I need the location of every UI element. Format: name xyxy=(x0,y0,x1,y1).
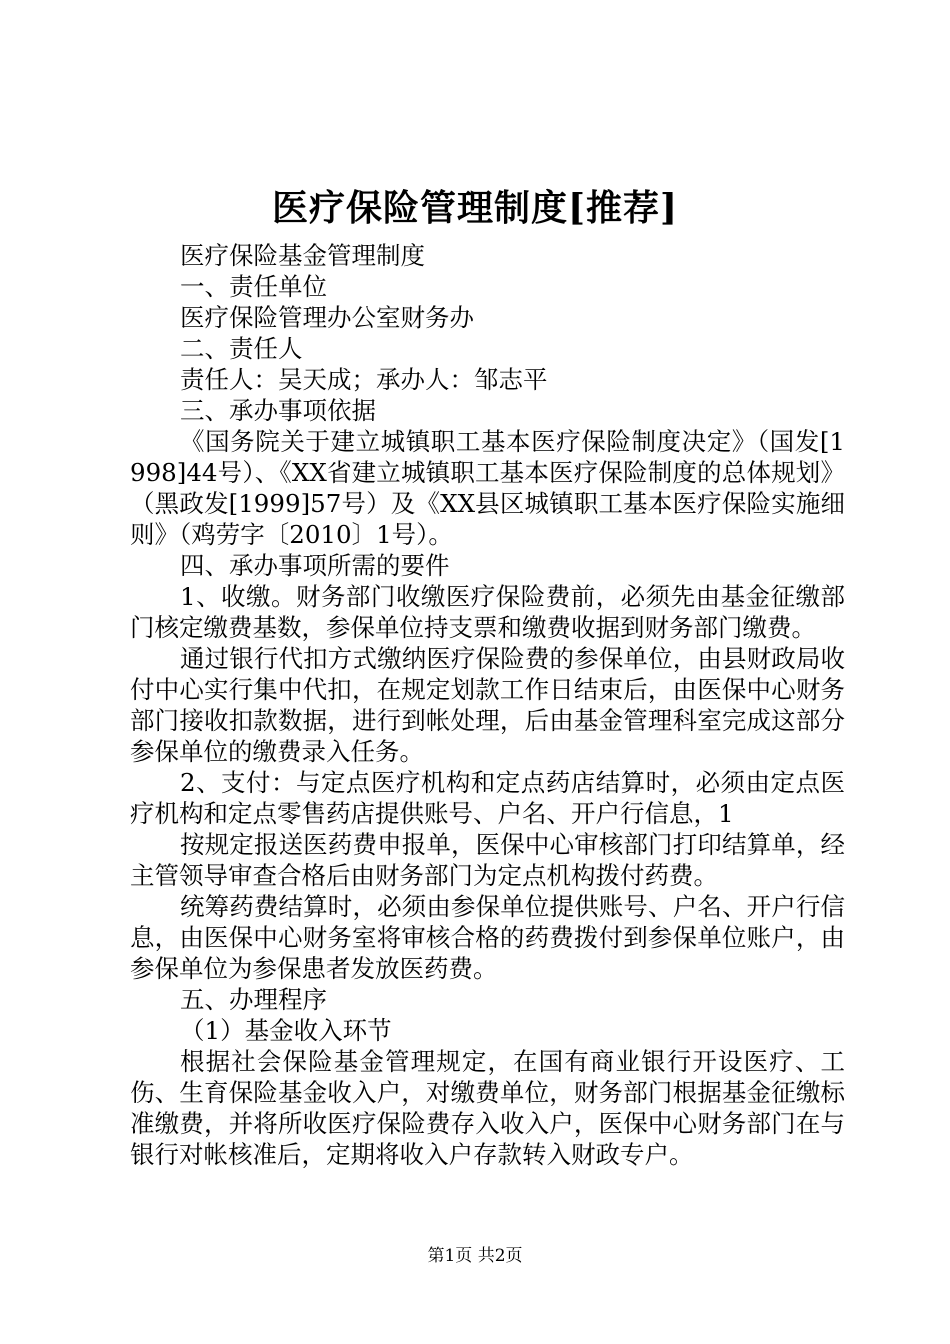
paragraph-settlement-form: 按规定报送医药费申报单，医保中心审核部门打印结算单，经主管领导审查合格后由财务部门为定点机构拨付药费。 xyxy=(130,830,845,890)
document-body xyxy=(130,240,845,1170)
page-footer: 第1页 共2页 xyxy=(427,1246,523,1266)
paragraph-fund-management-system: 医疗保险基金管理制度 xyxy=(180,241,425,270)
paragraph-responsible-unit: 医疗保险管理办公室财务办 xyxy=(180,303,474,332)
heading-basis: 三、承办事项依据 xyxy=(180,396,376,425)
heading-responsible-unit: 一、责任单位 xyxy=(180,272,327,301)
document-title: 医疗保险管理制度[推荐] xyxy=(271,187,679,229)
paragraph-bank-deduction: 通过银行代扣方式缴纳医疗保险费的参保单位，由县财政局收付中心实行集中代扣，在规定划款工作日结束后，由医保中心财务部门接收扣款数据，进行到帐处理，后由基金管理科室完成这部分参保单位的缴费录入任务。 xyxy=(130,644,845,766)
paragraph-payment: 2、支付：与定点医疗机构和定点药店结算时，必须由定点医疗机构和定点零售药店提供账号、户名、开户行信息，1 xyxy=(130,768,845,828)
paragraph-responsible-person: 责任人：吴天成；承办人：邹志平 xyxy=(180,365,548,394)
paragraph-collection: 1、收缴。财务部门收缴医疗保险费前，必须先由基金征缴部门核定缴费基数，参保单位持支票和缴费收据到财务部门缴费。 xyxy=(130,582,845,642)
paragraph-pooled-settlement: 统筹药费结算时，必须由参保单位提供账号、户名、开户行信息，由医保中心财务室将审核合格的药费拨付到参保单位账户，由参保单位为参保患者发放医药费。 xyxy=(130,892,845,983)
heading-responsible-person: 二、责任人 xyxy=(180,334,303,363)
heading-procedure: 五、办理程序 xyxy=(180,985,327,1014)
heading-requirements: 四、承办事项所需的要件 xyxy=(180,551,450,580)
paragraph-fund-income: 根据社会保险基金管理规定，在国有商业银行开设医疗、工伤、生育保险基金收入户，对缴费单位，财务部门根据基金征缴标准缴费，并将所收医疗保险费存入收入户，医保中心财务部门在与银行对帐核准后，定期将收入户存款转入财政专户。 xyxy=(130,1047,845,1169)
subheading-fund-income: （1）基金收入环节 xyxy=(180,1016,392,1045)
paragraph-basis: 《国务院关于建立城镇职工基本医疗保险制度决定》（国发[1998]44号）、《XX省建立城镇职工基本医疗保险制度的总体规划》（黑政发[1999]57号）及《XX县区城镇职工基本医疗保险实施细则》（鸡劳字〔2010〕1号）。 xyxy=(130,427,845,549)
